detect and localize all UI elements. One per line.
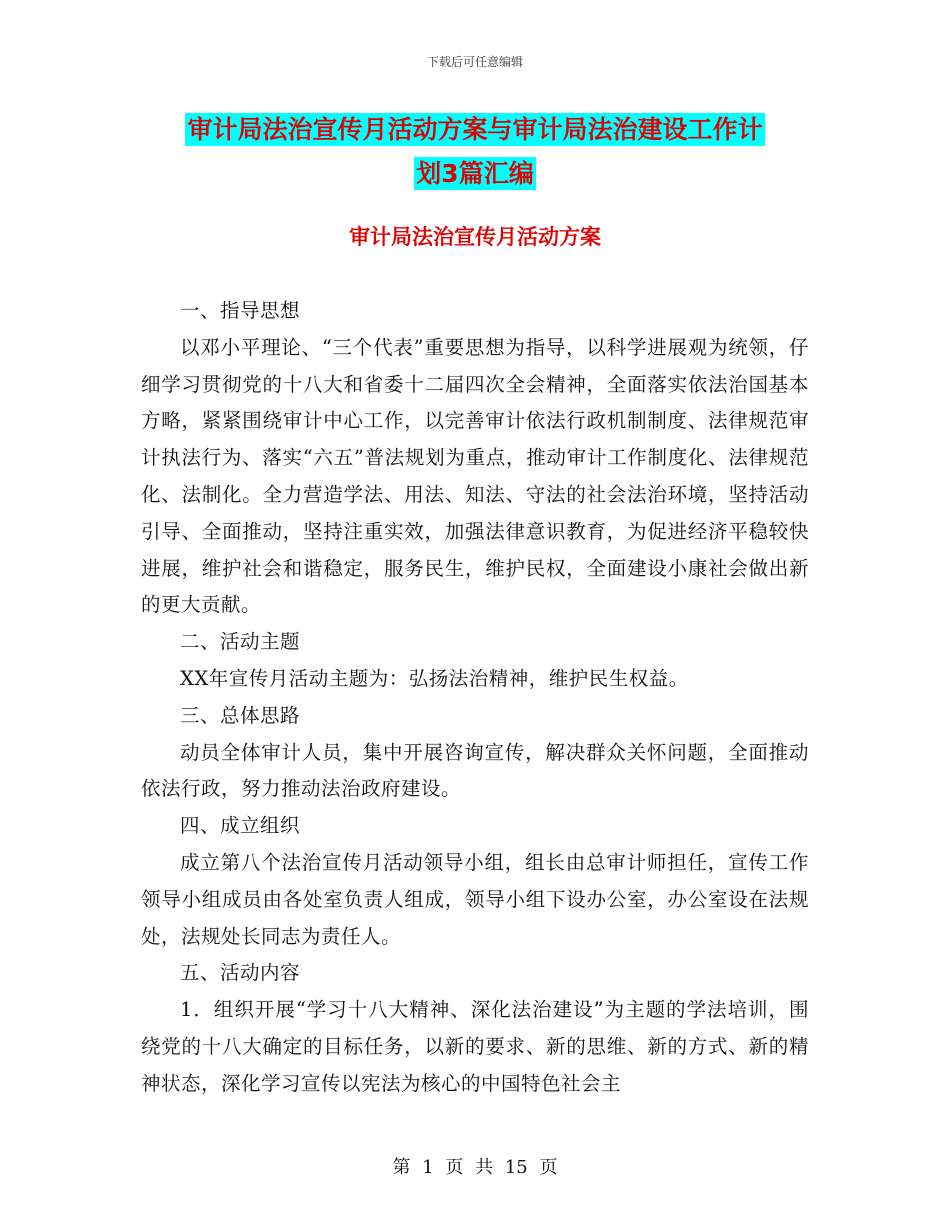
document-title [140, 108, 810, 196]
paragraph: XX年宣传月活动主题为：弘扬法治精神，维护民生权益。 [180, 666, 689, 690]
heading-overall-approach: 三、总体思路 [180, 703, 301, 727]
paragraph: 以邓小平理论、“三个代表”重要思想为指导，以科学进展观为统领，仔细学习贯彻党的十八大和省委十二届四次全会精神，全面落实依法治国基本方略，紧紧围绕审计中心工作，以完善审计依法行政机制制度、法律规范审计执法行为、落实“六五”普法规划为重点，推动审计工作制度化、法律规范化、法制化。全力营造学法、用法、知法、守法的社会法治环境，坚持活动引导、全面推动，坚持注重实效，加强法律意识教育，为促进经济平稳较快进展，维护社会和谐稳定，服务民生，维护民权，全面建设小康社会做出新的更大贡献。 [141, 335, 809, 617]
paragraph: 1．组织开展“学习十八大精神、深化法治建设”为主题的学法培训，围绕党的十八大确定的目标任务，以新的要求、新的思维、新的方式、新的精神状态，深化学习宣传以宪法为核心的中国特色社会主 [141, 998, 809, 1095]
paragraph: 动员全体审计人员，集中开展咨询宣传，解决群众关怀问题，全面推动依法行政，努力推动法治政府建设。 [141, 740, 809, 801]
heading-organization: 四、成立组织 [180, 814, 301, 838]
header-note: 下载后可任意编辑 [426, 55, 523, 69]
heading-guiding-thought: 一、指导思想 [180, 299, 301, 322]
page-footer: 第 1 页 共 15 页 [392, 1157, 558, 1178]
document-body [141, 293, 809, 1103]
paragraph: 成立第八个法治宣传月活动领导小组，组长由总审计师担任，宣传工作领导小组成员由各处室负责人组成，领导小组下设办公室，办公室设在法规处，法规处长同志为责任人。 [141, 850, 809, 948]
section-title: 审计局法治宣传月活动方案 [349, 225, 601, 249]
heading-activity-theme: 二、活动主题 [180, 630, 301, 654]
document-title-line-2: 划3篇汇编 [416, 159, 534, 188]
document-title-line-1: 审计局法治宣传月活动方案与审计局法治建设工作计 [187, 115, 763, 144]
heading-activity-content: 五、活动内容 [180, 961, 301, 985]
